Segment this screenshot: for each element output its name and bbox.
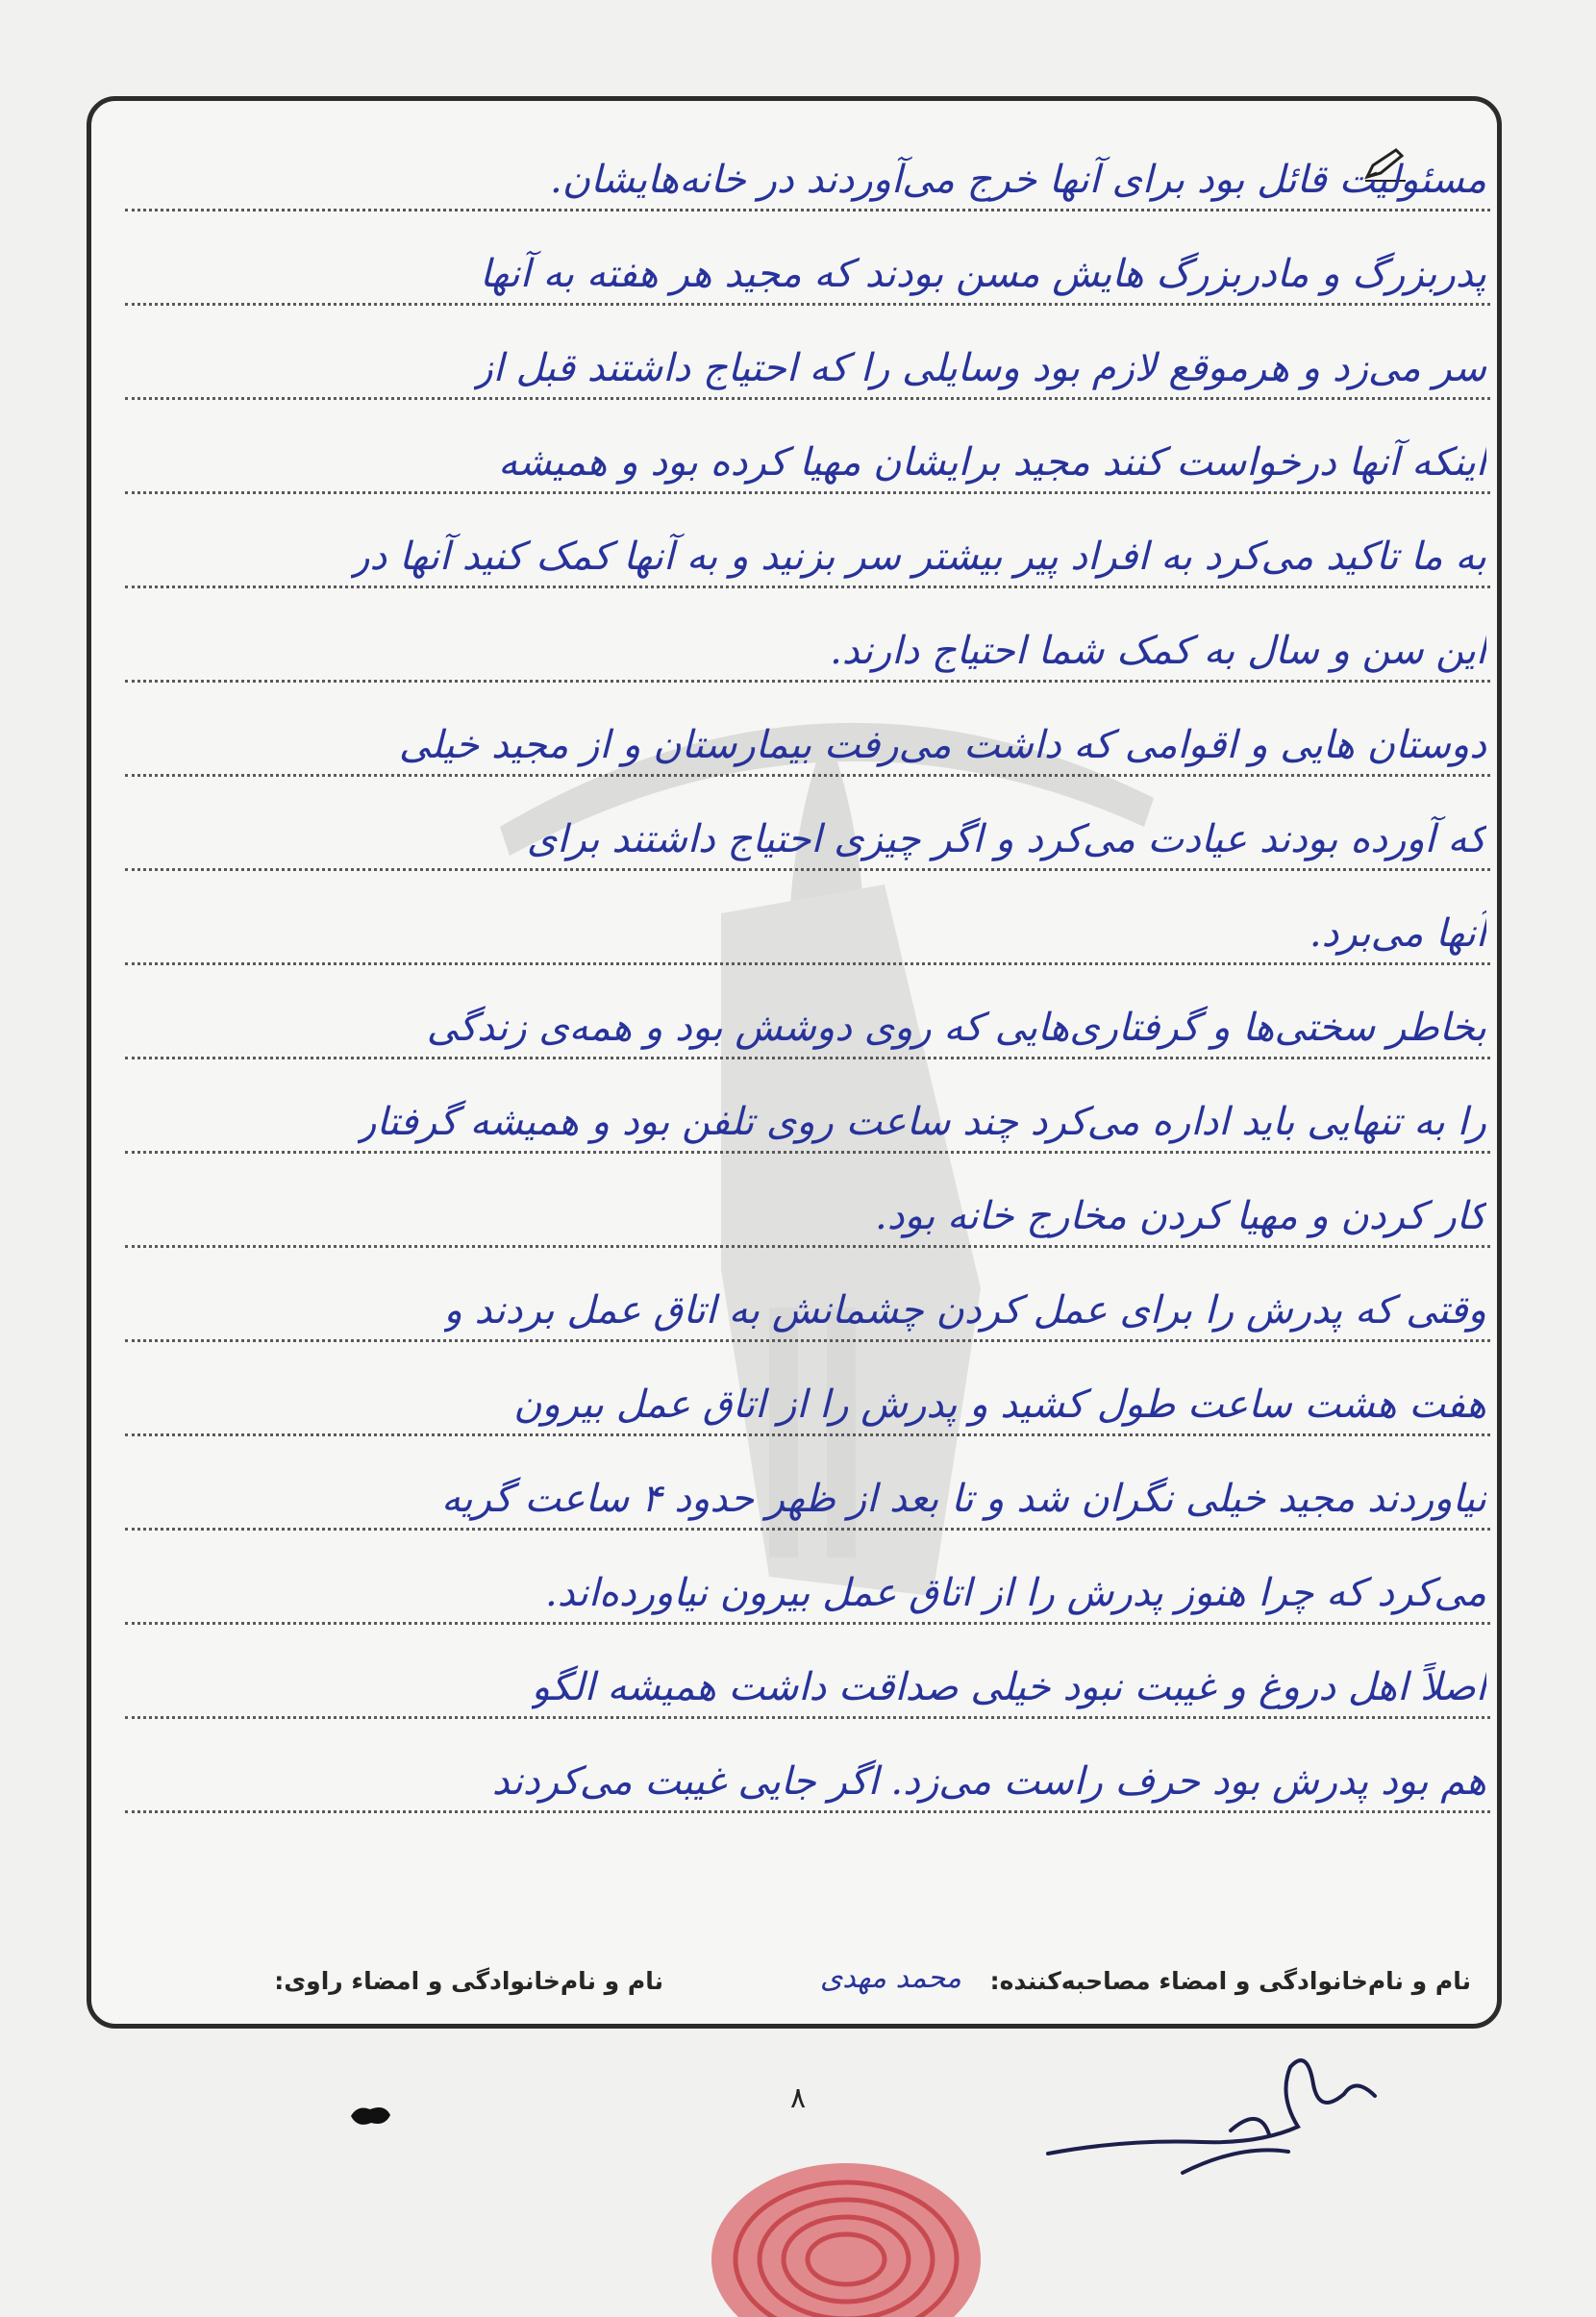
text-line (125, 1342, 1490, 1436)
line-text: پدربزرگ و مادربزرگ هایش مسن بودند که مجید هر هفته به آنها (480, 252, 1486, 296)
line-text: را به تنهایی باید اداره می‌کرد چند ساعت روی تلفن بود و همیشه گرفتار (358, 1100, 1486, 1144)
narrator-signature (1038, 2038, 1404, 2182)
line-text: کار کردن و مهیا کردن مخارج خانه بود. (875, 1194, 1486, 1238)
line-text: آنها می‌برد. (1309, 911, 1486, 956)
line-text: می‌کرد که چرا هنوز پدرش را از اتاق عمل بیرون نیاورده‌اند. (545, 1571, 1486, 1615)
text-line (125, 683, 1490, 777)
text-line (125, 306, 1490, 400)
fingerprint (702, 2154, 990, 2317)
interviewer-signature: محمد مهدی (819, 1961, 961, 1995)
text-line (125, 212, 1490, 306)
line-text: هم بود پدرش بود حرف راست می‌زد. اگر جایی غیبت می‌کردند (491, 1759, 1486, 1804)
text-line (125, 871, 1490, 965)
line-text: سر می‌زد و هرموقع لازم بود وسایلی را که احتیاج داشتند قبل از (474, 346, 1486, 390)
line-text: هفت هشت ساعت طول کشید و پدرش را از اتاق عمل بیرون (513, 1383, 1486, 1427)
line-text: این سن و سال به کمک شما احتیاج دارند. (830, 629, 1486, 673)
signature-footer (125, 1961, 1481, 2009)
text-line (125, 1248, 1490, 1342)
line-text: اینکه آنها درخواست کنند مجید برایشان مهیا کرده بود و همیشه (498, 440, 1486, 485)
line-text: بخاطر سختی‌ها و گرفتاری‌هایی که روی دوشش بود و همه‌ی زندگی (426, 1006, 1486, 1050)
line-text: دوستان هایی و اقوامی که داشت می‌رفت بیمارستان و از مجید خیلی (398, 723, 1486, 767)
text-line (125, 1436, 1490, 1531)
line-text: وقتی که پدرش را برای عمل کردن چشمانش به اتاق عمل بردند و (443, 1288, 1486, 1333)
text-line (125, 777, 1490, 871)
text-line (125, 1059, 1490, 1154)
text-line (125, 1625, 1490, 1719)
text-line (125, 117, 1490, 212)
text-line (125, 1154, 1490, 1248)
line-text: به ما تاکید می‌کرد به افراد پیر بیشتر سر بزنید و به آنها کمک کنید آنها در (351, 535, 1486, 579)
text-line (125, 400, 1490, 494)
page-number: ۸ (790, 2081, 807, 2115)
narrator-label: نام و نام‌خانوادگی و امضاء راوی: (274, 1967, 663, 1995)
text-line (125, 588, 1490, 683)
line-text: مسئولیت قائل بود برای آنها خرج می‌آوردند در خانه‌هایشان. (549, 158, 1486, 202)
ink-blot (346, 2102, 394, 2130)
text-line (125, 1531, 1490, 1625)
line-text: نیاوردند مجید خیلی نگران شد و تا بعد از ظهر حدود ۴ ساعت گریه (441, 1477, 1486, 1521)
text-line (125, 494, 1490, 588)
line-text: اصلاً اهل دروغ و غیبت نبود خیلی صداقت داشت همیشه الگو (531, 1665, 1486, 1709)
line-text: که آورده بودند عیادت می‌کرد و اگر چیزی احتیاج داشتند برای (526, 817, 1486, 861)
handwritten-lines (125, 117, 1490, 1813)
text-line (125, 965, 1490, 1059)
text-line (125, 1719, 1490, 1813)
interviewer-label: نام و نام‌خانوادگی و امضاء مصاحبه‌کننده: (989, 1967, 1471, 1995)
